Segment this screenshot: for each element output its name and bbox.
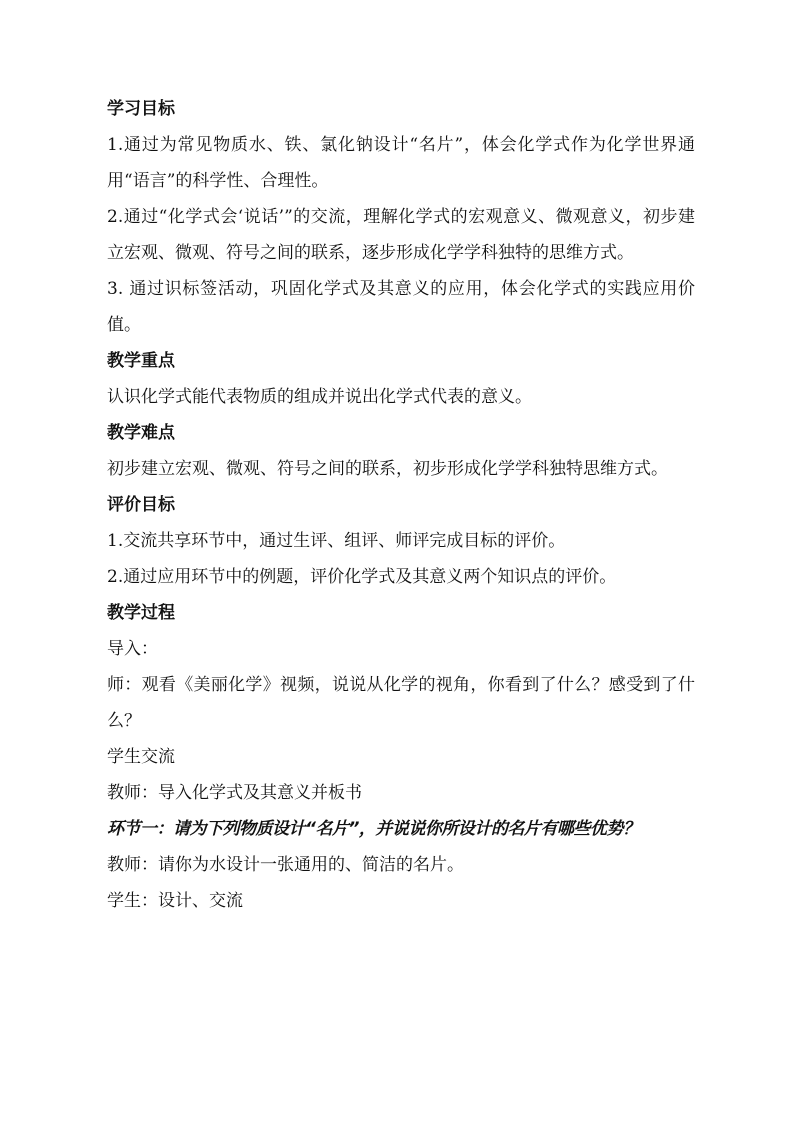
teacher-board-text: 教师：导入化学式及其意义并板书 [107, 783, 362, 803]
student-exchange-text: 学生交流 [107, 747, 175, 767]
intro-label: 导入： [107, 639, 158, 659]
difficulty-heading: 教学难点 [107, 423, 175, 443]
document-body [107, 91, 695, 919]
teacher-intro-text: 师：观看《美丽化学》视频，说说从化学的视角，你看到了什么？感受到了什么？ [107, 675, 695, 731]
learning-goal-2: 2.通过“化学式会‘说话’”的交流，理解化学式的宏观意义、微观意义，初步建立宏观、微观、符号之间的联系，逐步形成化学学科独特的思维方式。 [107, 207, 695, 263]
difficulty-text: 初步建立宏观、微观、符号之间的联系，初步形成化学学科独特思维方式。 [107, 459, 668, 479]
key-point-heading: 教学重点 [107, 351, 175, 371]
teacher-design-text: 教师：请你为水设计一张通用的、简洁的名片。 [107, 855, 464, 875]
student-design-text: 学生：设计、交流 [107, 891, 243, 911]
evaluation-goal-2: 2.通过应用环节中的例题，评价化学式及其意义两个知识点的评价。 [107, 567, 617, 587]
learning-goals-heading: 学习目标 [107, 99, 175, 119]
learning-goal-1: 1.通过为常见物质水、铁、氯化钠设计“名片”，体会化学式作为化学世界通用“语言”的科学性、合理性。 [107, 135, 695, 191]
process-heading: 教学过程 [107, 603, 175, 623]
section-one-heading: 环节一：请为下列物质设计“名片”，并说说你所设计的名片有哪些优势？ [107, 819, 640, 839]
evaluation-goal-1: 1.交流共享环节中，通过生评、组评、师评完成目标的评价。 [107, 531, 566, 551]
evaluation-heading: 评价目标 [107, 495, 175, 515]
key-point-text: 认识化学式能代表物质的组成并说出化学式代表的意义。 [107, 387, 532, 407]
learning-goal-3: 3. 通过识标签活动，巩固化学式及其意义的应用，体会化学式的实践应用价值。 [107, 279, 695, 335]
